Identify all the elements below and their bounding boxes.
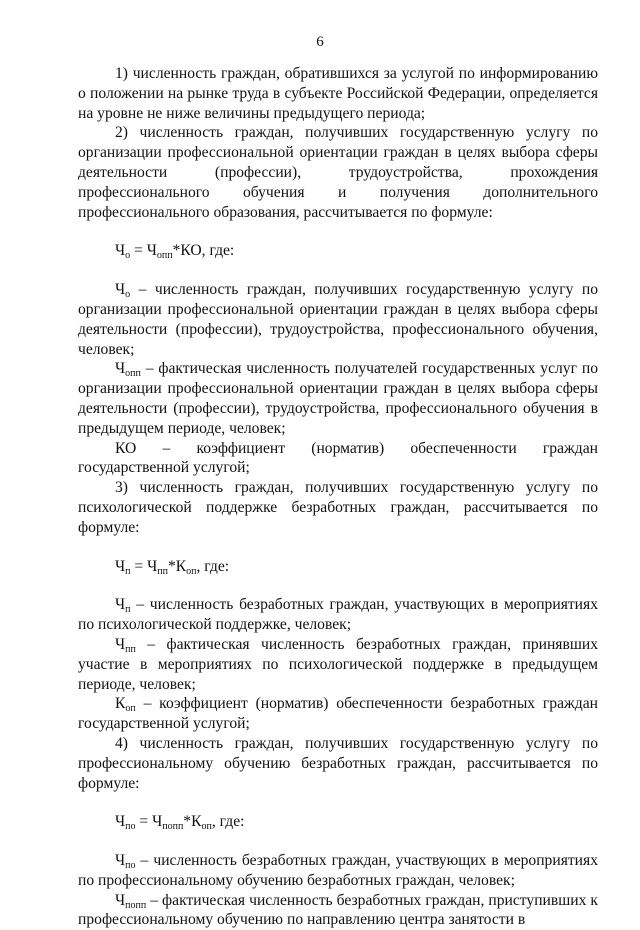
definition-item: [78, 280, 598, 359]
formula-symbol: Ч: [115, 813, 126, 831]
formula-subscript: оп: [186, 565, 197, 577]
formula-subscript: пп: [157, 565, 168, 577]
formula-symbol: *К: [183, 813, 202, 831]
definition-symbol: К: [115, 695, 126, 713]
formula-subscript: опп: [156, 250, 173, 262]
definition-subscript: пп: [125, 643, 136, 655]
formula-equals: =: [130, 557, 148, 575]
definition-text: – численность безработных граждан, участвующих в мероприятиях по профессиональному обучению безработных граждан, человек;: [78, 852, 598, 889]
definition-text: – фактическая численность безработных граждан, принявших участие в мероприятиях по психологической поддержке в предыдущем периоде, человек;: [78, 635, 598, 693]
formula-subscript: по: [125, 821, 136, 833]
definition-subscript: по: [125, 860, 136, 872]
page-number: 6: [316, 34, 324, 50]
definition-text: – численность безработных граждан, участвующих в мероприятиях по психологической поддержке, человек;: [78, 596, 598, 634]
formula-equals: =: [135, 813, 153, 831]
definition-item: [78, 891, 598, 930]
definition-item: [78, 635, 598, 694]
definition-text: – коэффициент (норматив) обеспеченности безработных граждан государственной услугой;: [78, 695, 598, 733]
definition-symbol: Ч: [115, 360, 126, 378]
formula-rest: *КО, где:: [172, 242, 235, 260]
definition-subscript: оп: [125, 703, 136, 715]
definition-symbol: Ч: [115, 891, 126, 909]
definition-text: – фактическая численность безработных граждан, приступивших к профессиональному обучению по направлению центра занятости в: [78, 891, 598, 929]
formula-symbol: Ч: [115, 557, 126, 575]
paragraph-item-2: 2) численность граждан, получивших государственную услугу по организации профессиональной ориентации граждан в целях выбора сферы деятельности (профессии), трудоустройства, прохождения профессионального обучения и получения дополнительного профессионального образования, рассчитывается по формуле:: [78, 124, 598, 221]
formula-symbol: Ч: [115, 242, 126, 260]
document-body: [78, 64, 598, 930]
formula-3: [78, 812, 598, 832]
formula-symbol: *К: [167, 557, 187, 575]
definition-item: КО – коэффициент (норматив) обеспеченности граждан государственной услугой;: [78, 439, 598, 477]
definition-symbol: Ч: [115, 596, 126, 614]
definition-text: – фактическая численность получателей государственных услуг по организации профессиональной ориентации граждан в целях выбора сферы деятельности (профессии), трудоустройства, профессионального обучения в предыдущем периоде, человек;: [78, 360, 598, 437]
formula-subscript: оп: [201, 821, 212, 833]
formula-symbol: Ч: [146, 242, 157, 260]
formula-2: [78, 557, 598, 577]
definition-subscript: попп: [125, 899, 147, 911]
definition-subscript: о: [125, 289, 131, 301]
definition-subscript: опп: [125, 368, 141, 380]
definition-symbol: Ч: [115, 281, 126, 299]
definition-subscript: п: [125, 604, 131, 616]
definition-item: [78, 851, 598, 891]
formula-rest: , где:: [211, 813, 245, 831]
definition-symbol: Ч: [115, 852, 126, 870]
formula-1: [78, 241, 598, 261]
formula-subscript: п: [125, 565, 131, 577]
formula-subscript: о: [125, 250, 131, 262]
formula-equals: =: [130, 242, 147, 260]
formula-symbol: Ч: [152, 813, 163, 831]
paragraph-item-1: 1) численность граждан, обратившихся за услугой по информированию о положении на рынке труда в субъекте Российской Федерации, определяется на уровне не ниже величины предыдущего периода;: [78, 65, 598, 122]
paragraph-item-3: 3) численность граждан, получивших государственную услугу по психологической поддержке безработных граждан, рассчитывается по формуле:: [78, 479, 598, 536]
formula-subscript: попп: [162, 821, 184, 833]
formula-symbol: Ч: [147, 557, 158, 575]
paragraph-item-4: 4) численность граждан, получивших государственную услугу по профессиональному обучению безработных граждан, рассчитывается по формуле:: [78, 734, 598, 792]
definition-symbol: Ч: [115, 635, 126, 653]
definition-item: [78, 595, 598, 635]
formula-rest: , где:: [196, 557, 230, 575]
definition-item: [78, 694, 598, 734]
definition-item: [78, 359, 598, 438]
definition-text: – численность граждан, получивших государственную услугу по организации профессиональной ориентации граждан в целях выбора сферы деятельности (профессии), трудоустройства, профессионального обучения, человек;: [78, 281, 598, 358]
